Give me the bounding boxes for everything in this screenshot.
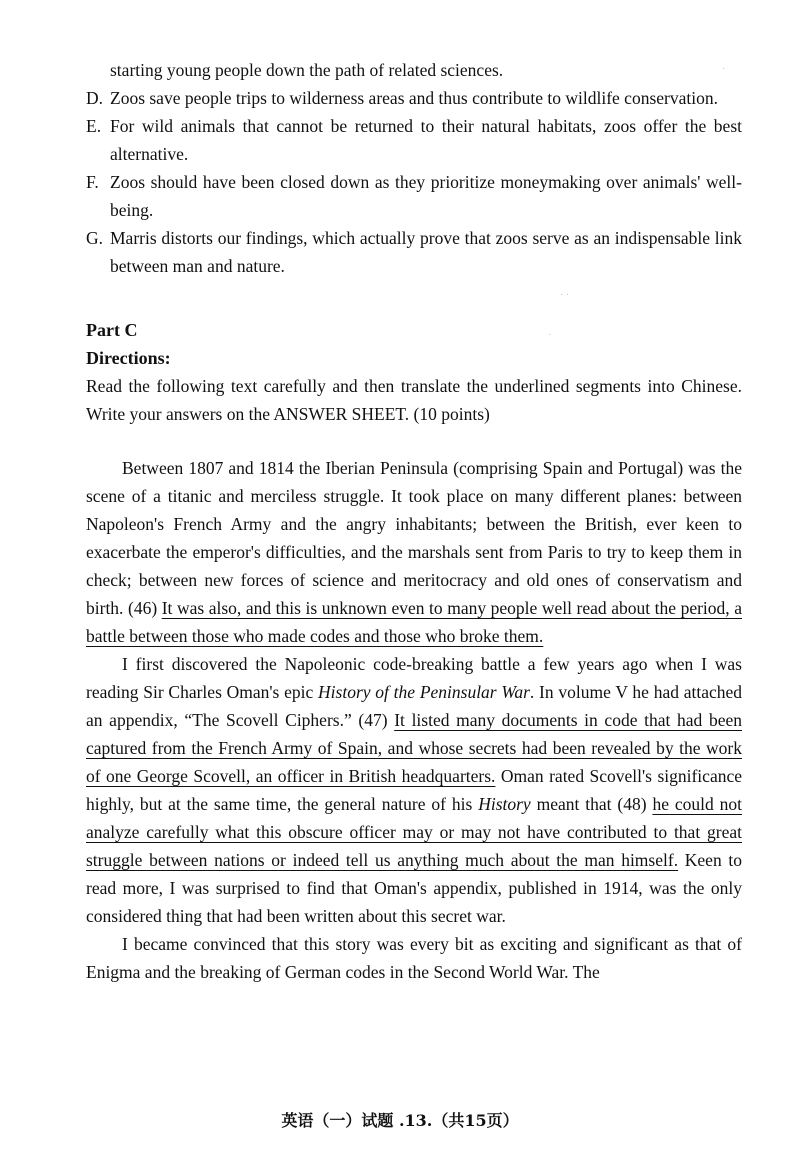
option-text: Marris distorts our findings, which actually prove that zoos serve as an indispensable link between man and nature. <box>110 228 742 276</box>
option-label: E. <box>86 116 102 136</box>
paragraph-text: Keen to read more, I was surprised to find that Oman's appendix, published in 1914, was the only considered thing that had been written about this secret war. <box>86 850 742 926</box>
passage-paragraph-3: I became convinced that this story was every bit as exciting and significant as that of Enigma and the breaking of German codes in the Second World War. The <box>86 934 742 982</box>
paragraph-text: . In volume V he had attached an appendix, “The Scovell Ciphers.” (47) <box>86 682 743 730</box>
option-text: Zoos save people trips to wilderness areas and thus contribute to wildlife conservation. <box>110 88 718 108</box>
translation-segment-46: It was also, and this is unknown even to many people well read about the period, a battle between those who made codes and those who broke them. <box>86 598 742 646</box>
section-title: Part C <box>86 320 138 340</box>
paragraph-text: Between 1807 and 1814 the Iberian Peninsula (comprising Spain and Portugal) was the scene of a titanic and merciless struggle. It took place on many different planes: between Napoleon's French Army and the angry inhabitants; between the British, ever keen to exacerbate the emperor's difficulties, and the marshals sent from Paris to try to keep them in check; between new forces of science and meritocracy and old ones of conservatism and birth. (46) <box>86 458 742 618</box>
option-d <box>86 84 742 112</box>
passage-paragraph-2 <box>86 650 742 930</box>
option-c-continuation: starting young people down the path of related sciences. <box>110 60 504 80</box>
page-footer: 英语（一）试题 .13.（共15页） <box>281 1111 519 1130</box>
paragraph-text: meant that (48) <box>530 794 653 814</box>
option-label: F. <box>86 172 99 192</box>
scan-speck: · · <box>560 290 570 301</box>
option-text: For wild animals that cannot be returned to their natural habitats, zoos offer the best alternative. <box>110 116 742 164</box>
directions-label: Directions: <box>86 348 171 368</box>
translation-segment-48: he could not analyze carefully what this obscure officer may or may not have contributed to that great struggle between nations or indeed tell us anything much about the man himself. <box>86 794 742 870</box>
option-label: D. <box>86 88 104 108</box>
passage <box>86 454 742 986</box>
option-e <box>86 112 742 168</box>
directions-text: Read the following text carefully and then translate the underlined segments into Chinese. Write your answers on the ANSWER SHEET. (10 points) <box>86 376 742 424</box>
book-title-short: History <box>478 794 531 814</box>
passage-paragraph-1 <box>86 454 742 650</box>
paragraph-text: Oman rated Scovell's significance highly, but at the same time, the general nature of his <box>86 766 742 814</box>
paragraph-text: I first discovered the Napoleonic code-breaking battle a few years ago when I was reading Sir Charles Oman's epic <box>86 654 742 702</box>
translation-segment-47: It listed many documents in code that had been captured from the French Army of Spain, and whose secrets had been revealed by the work of one George Scovell, an officer in British headquarters. <box>86 710 742 786</box>
options-list <box>86 56 742 280</box>
scan-speck: · <box>548 330 552 341</box>
option-g <box>86 224 742 280</box>
book-title: History of the Peninsular War <box>318 682 530 702</box>
option-label: G. <box>86 228 104 248</box>
option-text: Zoos should have been closed down as they prioritize moneymaking over animals' well-being. <box>110 172 742 220</box>
scan-speck: · <box>722 64 726 75</box>
option-f <box>86 168 742 224</box>
